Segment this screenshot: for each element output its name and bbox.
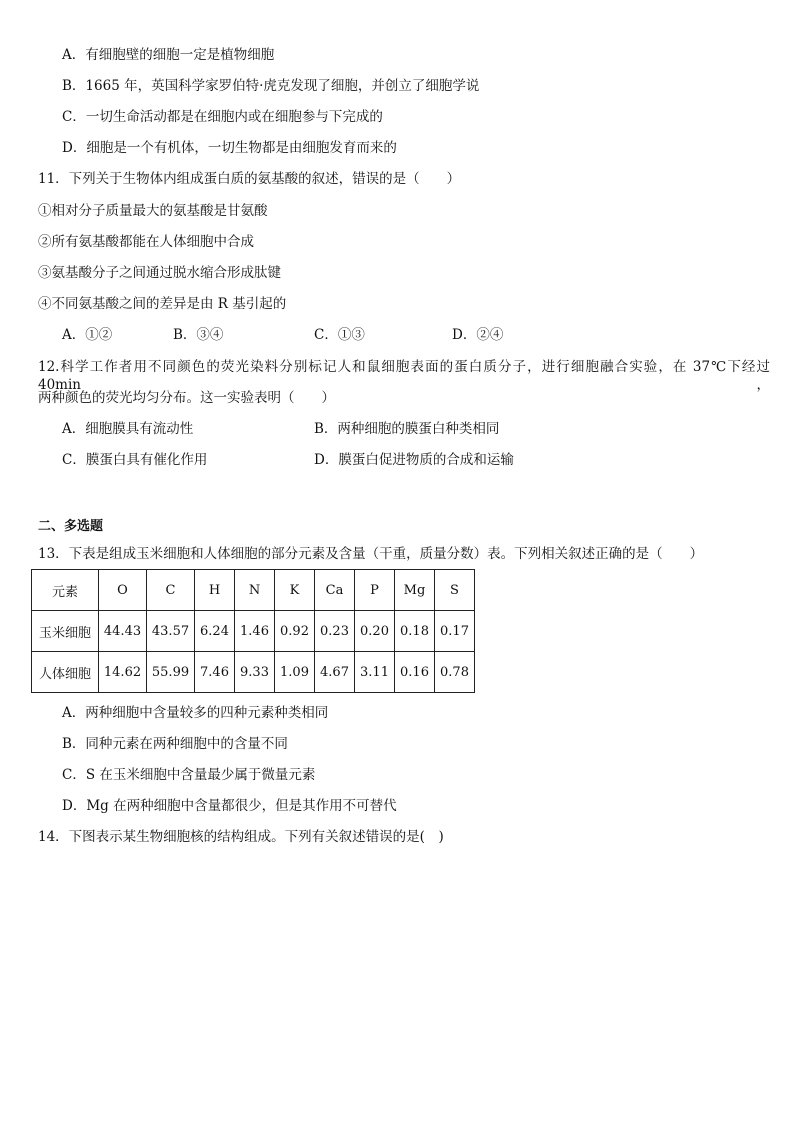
table-cell: 0.78 [435,652,475,693]
table-row [32,611,475,652]
q11-option-c: C．①③ [314,327,365,343]
table-cell: 3.11 [355,652,395,693]
table-cell: 55.99 [147,652,195,693]
q12-option-d: D．膜蛋白促进物质的合成和运输 [314,452,514,468]
table-cell: 玉米细胞 [32,611,99,652]
table-cell: 14.62 [99,652,147,693]
q11-option-a: A．①② [62,327,113,343]
table-header-cell: Ca [315,570,355,611]
table-header-cell: S [435,570,475,611]
table-header-cell: O [99,570,147,611]
table-header-cell: C [147,570,195,611]
table-cell: 9.33 [235,652,275,693]
table-cell: 0.17 [435,611,475,652]
element-table [31,569,475,693]
q13-stem: 13．下表是组成玉米细胞和人体细胞的部分元素及含量（干重，质量分数）表。下列相关叙述正确的是（ ） [38,546,704,562]
q14-stem: 14．下图表示某生物细胞核的结构组成。下列有关叙述错误的是( ) [38,829,444,845]
table-header-cell: H [195,570,235,611]
table-row [32,652,475,693]
q13-option-b: B．同种元素在两种细胞中的含量不同 [62,736,288,752]
table-cell: 1.09 [275,652,315,693]
table-cell: 7.46 [195,652,235,693]
table-cell: 6.24 [195,611,235,652]
q10-option-d: D．细胞是一个有机体，一切生物都是由细胞发育而来的 [62,140,397,156]
table-header-row [32,570,475,611]
q10-option-b: B．1665 年，英国科学家罗伯特·虎克发现了细胞，并创立了细胞学说 [62,78,480,94]
table-cell: 44.43 [99,611,147,652]
table-cell: 0.92 [275,611,315,652]
table-header-cell: N [235,570,275,611]
q13-option-c: C．S 在玉米细胞中含量最少属于微量元素 [62,767,316,783]
q11-item-4: ④不同氨基酸之间的差异是由 R 基引起的 [38,296,287,312]
table-cell: 43.57 [147,611,195,652]
q12-option-b: B．两种细胞的膜蛋白种类相同 [314,421,500,437]
q12-option-a: A．细胞膜具有流动性 [62,421,194,437]
q13-option-a: A．两种细胞中含量较多的四种元素种类相同 [62,705,329,721]
table-cell: 0.20 [355,611,395,652]
table-cell: 0.23 [315,611,355,652]
table-cell: 1.46 [235,611,275,652]
q13-option-d: D．Mg 在两种细胞中含量都很少，但是其作用不可替代 [62,798,397,814]
q11-item-2: ②所有氨基酸都能在人体细胞中合成 [38,234,254,250]
q10-option-a: A．有细胞壁的细胞一定是植物细胞 [62,47,275,63]
q11-item-1: ①相对分子质量最大的氨基酸是甘氨酸 [38,203,268,219]
q11-option-b: B．③④ [173,327,224,343]
table-cell: 4.67 [315,652,355,693]
q11-option-d: D．②④ [452,327,504,343]
q11-stem: 11．下列关于生物体内组成蛋白质的氨基酸的叙述，错误的是（ ） [38,171,461,187]
q10-option-c: C．一切生命活动都是在细胞内或在细胞参与下完成的 [62,109,383,125]
q12-option-c: C．膜蛋白具有催化作用 [62,452,208,468]
table-header-cell: K [275,570,315,611]
table-header-cell: Mg [395,570,435,611]
table-header-cell: 元素 [32,570,99,611]
section-title: 二、多选题 [38,519,104,534]
q12-stem-line1: 12.科学工作者用不同颜色的荧光染料分别标记人和鼠细胞表面的蛋白质分子，进行细胞融合实验，在 37℃下经过 40min， [38,359,770,393]
table-cell: 0.16 [395,652,435,693]
q11-item-3: ③氨基酸分子之间通过脱水缩合形成肽键 [38,265,281,281]
table-header-cell: P [355,570,395,611]
table-cell: 人体细胞 [32,652,99,693]
table-cell: 0.18 [395,611,435,652]
q12-stem-line2: 两种颜色的荧光均匀分布。这一实验表明（ ） [38,390,335,406]
